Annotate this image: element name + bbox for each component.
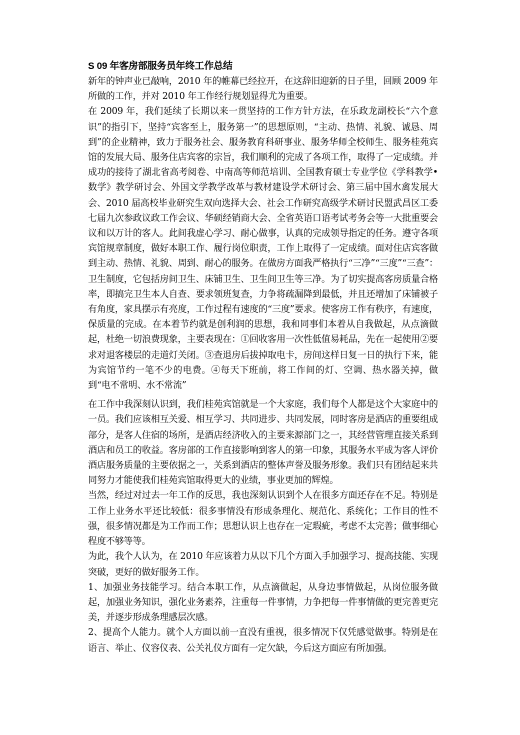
paragraph-plan: 为此，我个人认为，在 2010 年应该着力从以下几个方面入手加强学习、提高技能、实现突破，更好的做好服务工作。 (88, 552, 438, 578)
paragraph-achievements: 在 2009 年，我们延续了长期以来一贯坚持的工作方针方法，在乐政龙副校长“六个意识”的指引下，坚持“宾客至上，服务第一”的思想原则，“主动、热情、礼貌、诚恳、周到”的企业精神，致力于服务社会、服务教育科研事业、服务华师全校师生、服务桂苑宾馆的发展大局、服务住店宾客的宗旨，我们顺利的完成了各项工作，取得了一定成绩。并成功的接待了湖北省高考阅卷、中南高等师范培训、全国教育硕士专业学位《学科教学•数学》教学研讨会、外国文学教学改革与教材建设学术研讨会、第三届中国水禽发展大会、2010 届高校毕业研究生双向选择大会、社会工作研究高级学术研讨民盟武昌区工委七届九次参政议政工作会议、华硕经销商大会、全省英语口语考试考务会等一大批重要会议和以万计的客人。此间我虚心学习、耐心做事，认真的完成领导指定的任务。遵守各项宾馆规章制度，做好本职工作、履行岗位职责，工作上取得了一定成绩。面对住店宾客做到主动、热情、礼貌、周到、耐心的服务。在做房方面我严格执行“三净”“三度”“三查”：卫生制度，它包括房间卫生、床铺卫生、卫生间卫生等三净。为了切实提高客房质量合格率，即搞完卫生本人自查、要求领班复查，力争将疏漏降到最低，并且还增加了床铺被子有角度，家具摆示有亮度，工作过程有速度的“三度”要求。使客房工作有秩序，有速度，保质量的完成。在本着节约就是创利润的思想，我和同事们本着从自我做起，从点滴做起，杜绝一切浪费现象，主要表现在：①回收客用一次性低值易耗品，先在一起使用②要求对退客楼层的走道灯关闭。③查退房后拔掉取电卡，房间这样日复一日的执行下来，能为宾馆节约一笔不少的电费。④每天下班前，将工作间的灯、空调、热水器关掉，做到“电不常明、水不常流” (88, 107, 438, 392)
document-page (88, 60, 438, 657)
paragraph-plan-item-2: 2、提高个人能力。就个人方面以前一直没有重视，很多情况下仅凭感觉做事。特别是在语言、举止、仪容仪表、公关礼仪方面有一定欠缺，今后这方面应有所加强。 (88, 628, 438, 654)
paragraph-understanding: 在工作中我深刻认识到，我们桂苑宾馆就是一个大家庭，我们每个人都是这个大家庭中的一员。我们应该相互关爱、相互学习、共同进步、共同发展，同时客房是酒店的重要组成部分，是客人住宿的场所，是酒店经济收入的主要来源部门之一，其经营管理直接关系到酒店和员工的收益。客房部的工作直接影响到客人的第一印象，其服务水平成为客人评价酒店服务质量的主要依据之一，关系到酒店的整体声誉及服务形象。我们只有团结起来共同努力才能使我们桂苑宾馆取得更大的业绩，事业更加的辉煌。 (88, 400, 438, 487)
paragraph-plan-item-1: 1、加强业务技能学习。结合本职工作，从点滴做起，从身边事情做起，从岗位服务做起，加强业务知识，强化业务素养，注重每一件事情，力争把每一件事情做的更完善更完美，并逐步形成条理感层次感。 (88, 582, 438, 624)
paragraph-shortcomings: 当然，经过对过去一年工作的反思，我也深刻认识到个人在很多方面还存在不足。特别是工作上业务水平还比较低：很多事情没有形成条理化、规范化、系统化；工作目的性不强，很多情况都是为工作而工作；思想认识上也存在一定瑕疵，考虑不太完善；做事细心程度不够等等。 (88, 491, 438, 548)
paragraph-intro: 新年的钟声业已敲响，2010 年的帷幕已经拉开，在这辞旧迎新的日子里，回顾 2009 年所做的工作，并对 2010 年工作经行规划显得尤为重要。 (88, 77, 438, 103)
document-title: S 09 年客房部服务员年终工作总结 (88, 61, 233, 72)
